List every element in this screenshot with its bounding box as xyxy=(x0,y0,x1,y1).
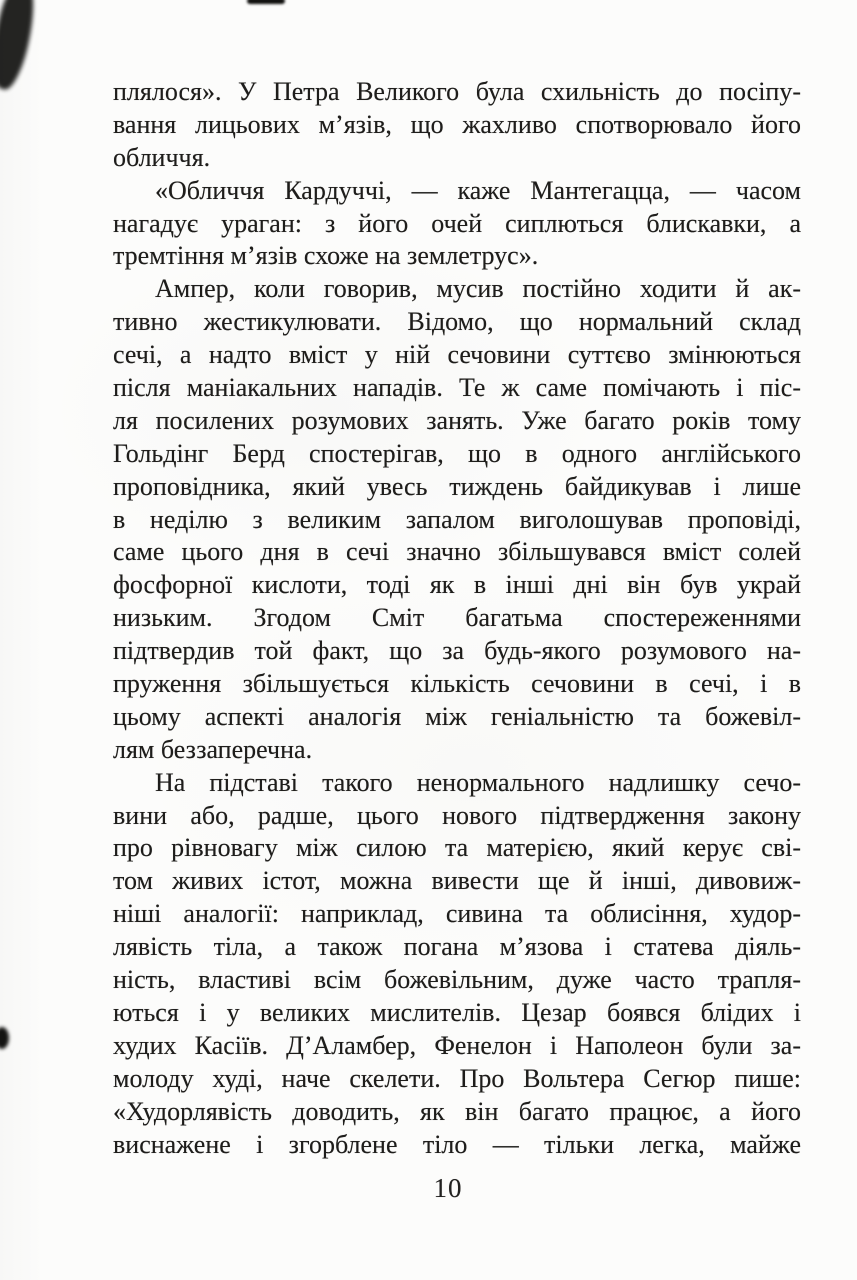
text-line: сечі, а надто вміст у ній сечовини суттєво змінюються xyxy=(113,340,801,370)
text-line: виснажене і згорблене тіло — тільки легка, майже xyxy=(113,1129,801,1159)
text-line: том живих істот, можна вивести ще й інші, дивовиж- xyxy=(113,866,801,896)
scan-artifact-top-edge xyxy=(247,0,285,4)
text-line: вання лицьових м’язів, що жахливо спотворювало його xyxy=(113,109,801,139)
text-line: ються і у великих мислителів. Цезар боявся блідих і xyxy=(113,997,801,1027)
page-text xyxy=(113,76,801,1161)
text-line: Ампер, коли говорив, мусив постійно ходити й ак- xyxy=(155,274,801,304)
scan-artifact-left-edge xyxy=(0,1027,9,1049)
text-line: проповідника, який увесь тиждень байдикував і лише xyxy=(113,471,801,501)
text-line: На підставі такого ненормального надлишку сечо- xyxy=(155,767,801,797)
text-line: «Обличчя Кардуччі, — каже Мантегацца, — часом xyxy=(155,175,801,205)
text-line: худих Касіїв. Д’Аламбер, Фенелон і Наполеон були за- xyxy=(113,1030,801,1060)
text-line: тивно жестикулювати. Відомо, що нормальний склад xyxy=(113,307,801,337)
scan-artifact-top-left-corner xyxy=(0,0,42,92)
text-line: молоду худі, наче скелети. Про Вольтера Сегюр пише: xyxy=(113,1063,801,1093)
text-line: тремтіння м’язів схоже на землетрус». xyxy=(113,241,539,271)
text-line: саме цього дня в сечі значно збільшувався вміст солей xyxy=(113,537,801,567)
text-line: «Худорлявість доводить, як він багато працює, а його xyxy=(113,1096,801,1126)
text-line: підтвердив той факт, що за будь-якого розумового на- xyxy=(113,636,801,666)
text-line: після маніакальних нападів. Те ж саме помічають і піс- xyxy=(113,373,801,403)
text-line: про рівновагу між силою та матерією, який керує сві- xyxy=(113,833,801,863)
page-number: 10 xyxy=(433,1173,463,1203)
text-line: в неділю з великим запалом виголошував проповіді, xyxy=(113,504,801,534)
text-line: ність, властиві всім божевільним, дуже часто трапля- xyxy=(113,965,801,995)
text-line: обличчя. xyxy=(113,142,211,172)
text-line: вини або, радше, цього нового підтвердження закону xyxy=(113,800,801,830)
text-line: цьому аспекті аналогія між геніальністю та божевіл- xyxy=(113,701,801,731)
text-line: фосфорної кислоти, тоді як в інші дні він був украй xyxy=(113,570,801,600)
text-line: пруження збільшується кількість сечовини в сечі, і в xyxy=(113,669,801,699)
text-line: лям беззаперечна. xyxy=(113,734,313,764)
text-line: нагадує ураган: з його очей сиплються блискавки, а xyxy=(113,208,801,238)
text-line: низьким. Згодом Сміт багатьма спостереженнями xyxy=(113,603,801,633)
text-line: ля посилених розумових занять. Уже багато років тому xyxy=(113,405,801,435)
text-line: ніші аналогії: наприклад, сивина та облисіння, худор- xyxy=(113,899,801,929)
text-line: лявість тіла, а також погана м’язова і статева діяль- xyxy=(113,932,801,962)
text-line: плялося». У Петра Великого була схильність до посіпу- xyxy=(113,77,801,106)
text-line: Гольдінг Берд спостерігав, що в одного англійського xyxy=(113,438,801,468)
